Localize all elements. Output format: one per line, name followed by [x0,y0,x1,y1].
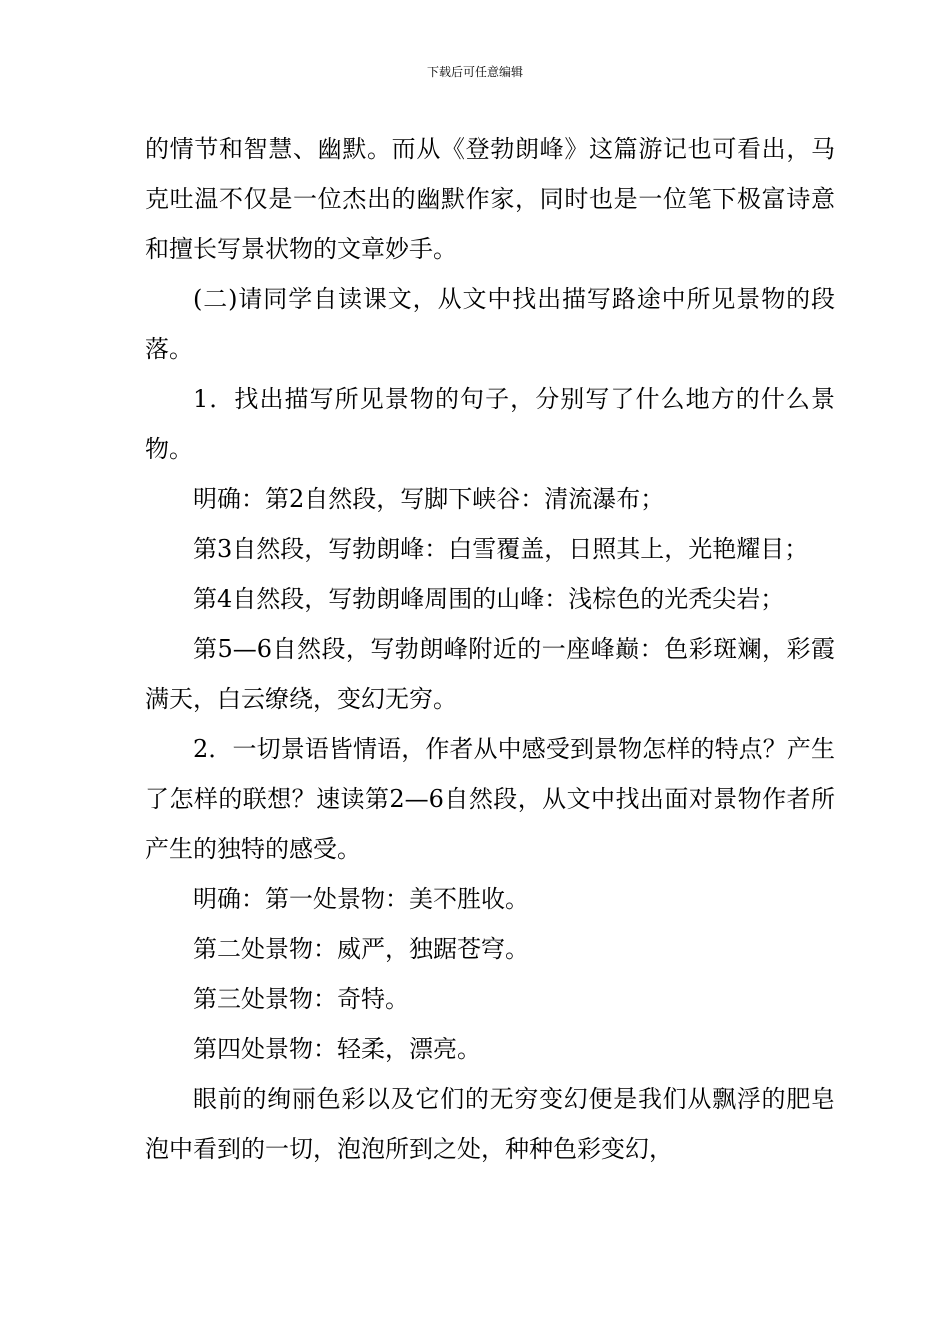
paragraph-1: 的情节和智慧、幽默。而从《登勃朗峰》这篇游记也可看出，马克吐温不仅是一位杰出的幽默作家，同时也是一位笔下极富诗意和擅长写景状物的文章妙手。 [145,135,835,263]
paragraph-7: 第5—6自然段，写勃朗峰附近的一座峰巅：色彩斑斓，彩霞满天，白云缭绕，变幻无穷。 [145,635,835,713]
paragraph-4: 明确：第2自然段，写脚下峡谷：清流瀑布； [193,485,665,513]
paragraph-10: 第二处景物：威严，独踞苍穹。 [193,935,529,963]
page-header: 下载后可任意编辑 [426,65,523,79]
paragraph-8: 2．一切景语皆情语，作者从中感受到景物怎样的特点？产生了怎样的联想？速读第2—6自然段，从文中找出面对景物作者所产生的独特的感受。 [145,735,835,863]
paragraph-11: 第三处景物：奇特。 [193,985,409,1013]
paragraph-13: 眼前的绚丽色彩以及它们的无穷变幻便是我们从飘浮的肥皂泡中看到的一切，泡泡所到之处，种种色彩变幻， [145,1085,835,1163]
paragraph-3: 1．找出描写所见景物的句子，分别写了什么地方的什么景物。 [145,385,835,463]
document-body [145,124,835,1174]
paragraph-12: 第四处景物：轻柔，漂亮。 [193,1035,481,1063]
paragraph-5: 第3自然段，写勃朗峰：白雪覆盖，日照其上，光艳耀目； [193,535,809,563]
paragraph-9: 明确：第一处景物：美不胜收。 [193,885,529,913]
paragraph-2: (二)请同学自读课文，从文中找出描写路途中所见景物的段落。 [145,285,835,363]
paragraph-6: 第4自然段，写勃朗峰周围的山峰：浅棕色的光秃尖岩； [193,585,785,613]
